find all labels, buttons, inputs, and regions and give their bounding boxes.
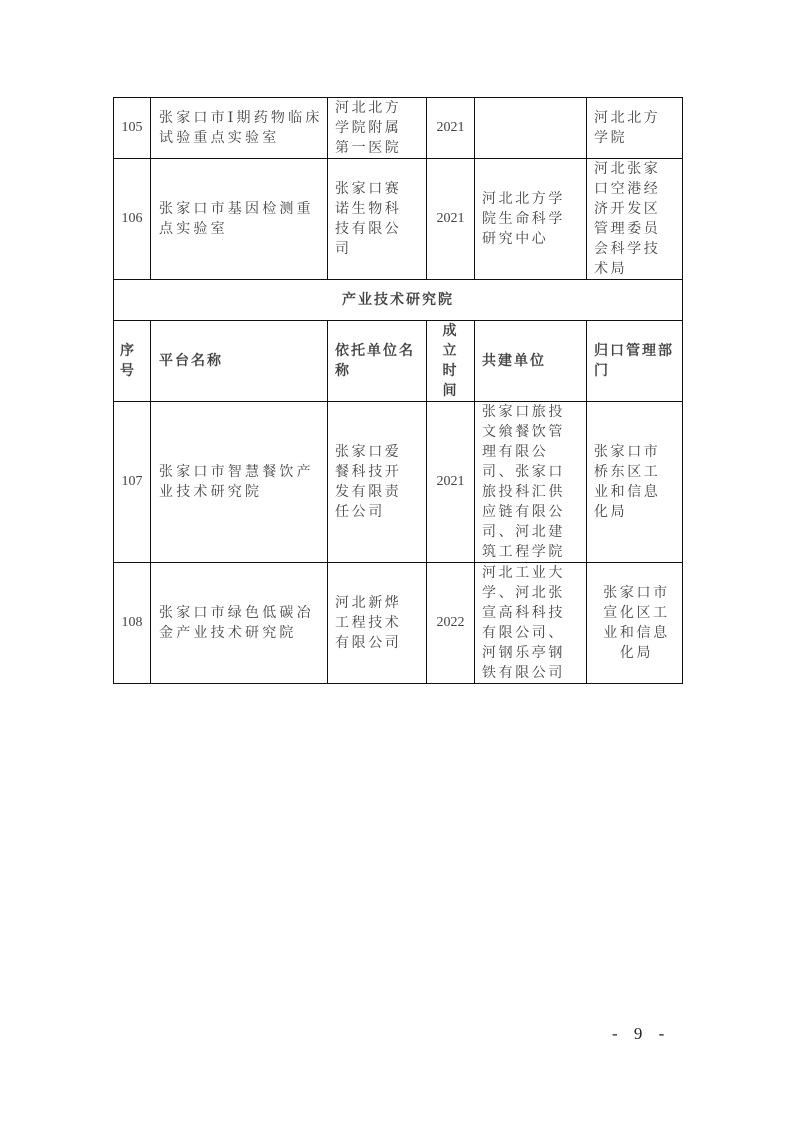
host-unit-text: 河北北方学院附属第一医院 <box>335 100 402 156</box>
header-authority: 归口管理部门 <box>587 321 683 402</box>
header-co-builders: 共建单位 <box>475 321 587 402</box>
header-seq: 序号 <box>114 321 151 402</box>
row-authority <box>587 159 683 280</box>
row-seq: 105 <box>114 98 151 159</box>
row-established: 2021 <box>427 402 475 563</box>
row-authority <box>587 563 683 684</box>
host-unit-text: 河北新烨工程技术有限公司 <box>335 595 402 651</box>
header-row <box>114 321 683 402</box>
authority-text: 张家口市宣化区工业和信息化局 <box>603 585 670 661</box>
row-seq: 107 <box>114 402 151 563</box>
table-row <box>114 159 683 280</box>
platform-table <box>113 97 683 684</box>
host-unit-text: 张家口赛诺生物科技有限公司 <box>335 181 402 257</box>
row-co-builders <box>475 402 587 563</box>
co-builders-text: 河北北方学院生命科学研究中心 <box>482 191 565 247</box>
authority-text: 河北张家口空港经济开发区管理委员会科学技术局 <box>594 161 661 277</box>
section-title: 产业技术研究院 <box>114 280 683 321</box>
row-host-unit <box>328 563 427 684</box>
row-seq: 108 <box>114 563 151 684</box>
page-number: - 9 - <box>612 1024 671 1043</box>
co-builders-text: 河北工业大学、河北张宣高科科技有限公司、河钢乐亭钢铁有限公司 <box>482 565 565 681</box>
row-host-unit <box>328 402 427 563</box>
row-platform-name: 张家口市智慧餐饮产业技术研究院 <box>151 402 328 563</box>
host-unit-text: 张家口爱餐科技开发有限责任公司 <box>335 444 402 520</box>
row-host-unit <box>328 159 427 280</box>
table-row <box>114 563 683 684</box>
row-platform-name: 张家口市基因检测重点实验室 <box>151 159 328 280</box>
row-co-builders <box>475 563 587 684</box>
row-established: 2021 <box>427 159 475 280</box>
row-co-builders <box>475 98 587 159</box>
authority-text: 河北北方学院 <box>594 110 661 146</box>
row-platform-name: 张家口市绿色低碳冶金产业技术研究院 <box>151 563 328 684</box>
row-seq: 106 <box>114 159 151 280</box>
row-co-builders <box>475 159 587 280</box>
table-row <box>114 98 683 159</box>
row-platform-name: 张家口市I期药物临床试验重点实验室 <box>151 98 328 159</box>
header-platform-name: 平台名称 <box>151 321 328 402</box>
row-authority <box>587 98 683 159</box>
row-established: 2022 <box>427 563 475 684</box>
header-established: 成立时间 <box>427 321 475 402</box>
row-authority <box>587 402 683 563</box>
co-builders-text: 张家口旅投文飨餐饮管理有限公司、张家口旅投科汇供应链有限公司、河北建筑工程学院 <box>482 404 565 560</box>
table-row <box>114 402 683 563</box>
header-host-unit: 依托单位名称 <box>328 321 427 402</box>
authority-text: 张家口市桥东区工业和信息化局 <box>594 444 661 520</box>
row-established: 2021 <box>427 98 475 159</box>
section-row <box>114 280 683 321</box>
row-host-unit <box>328 98 427 159</box>
